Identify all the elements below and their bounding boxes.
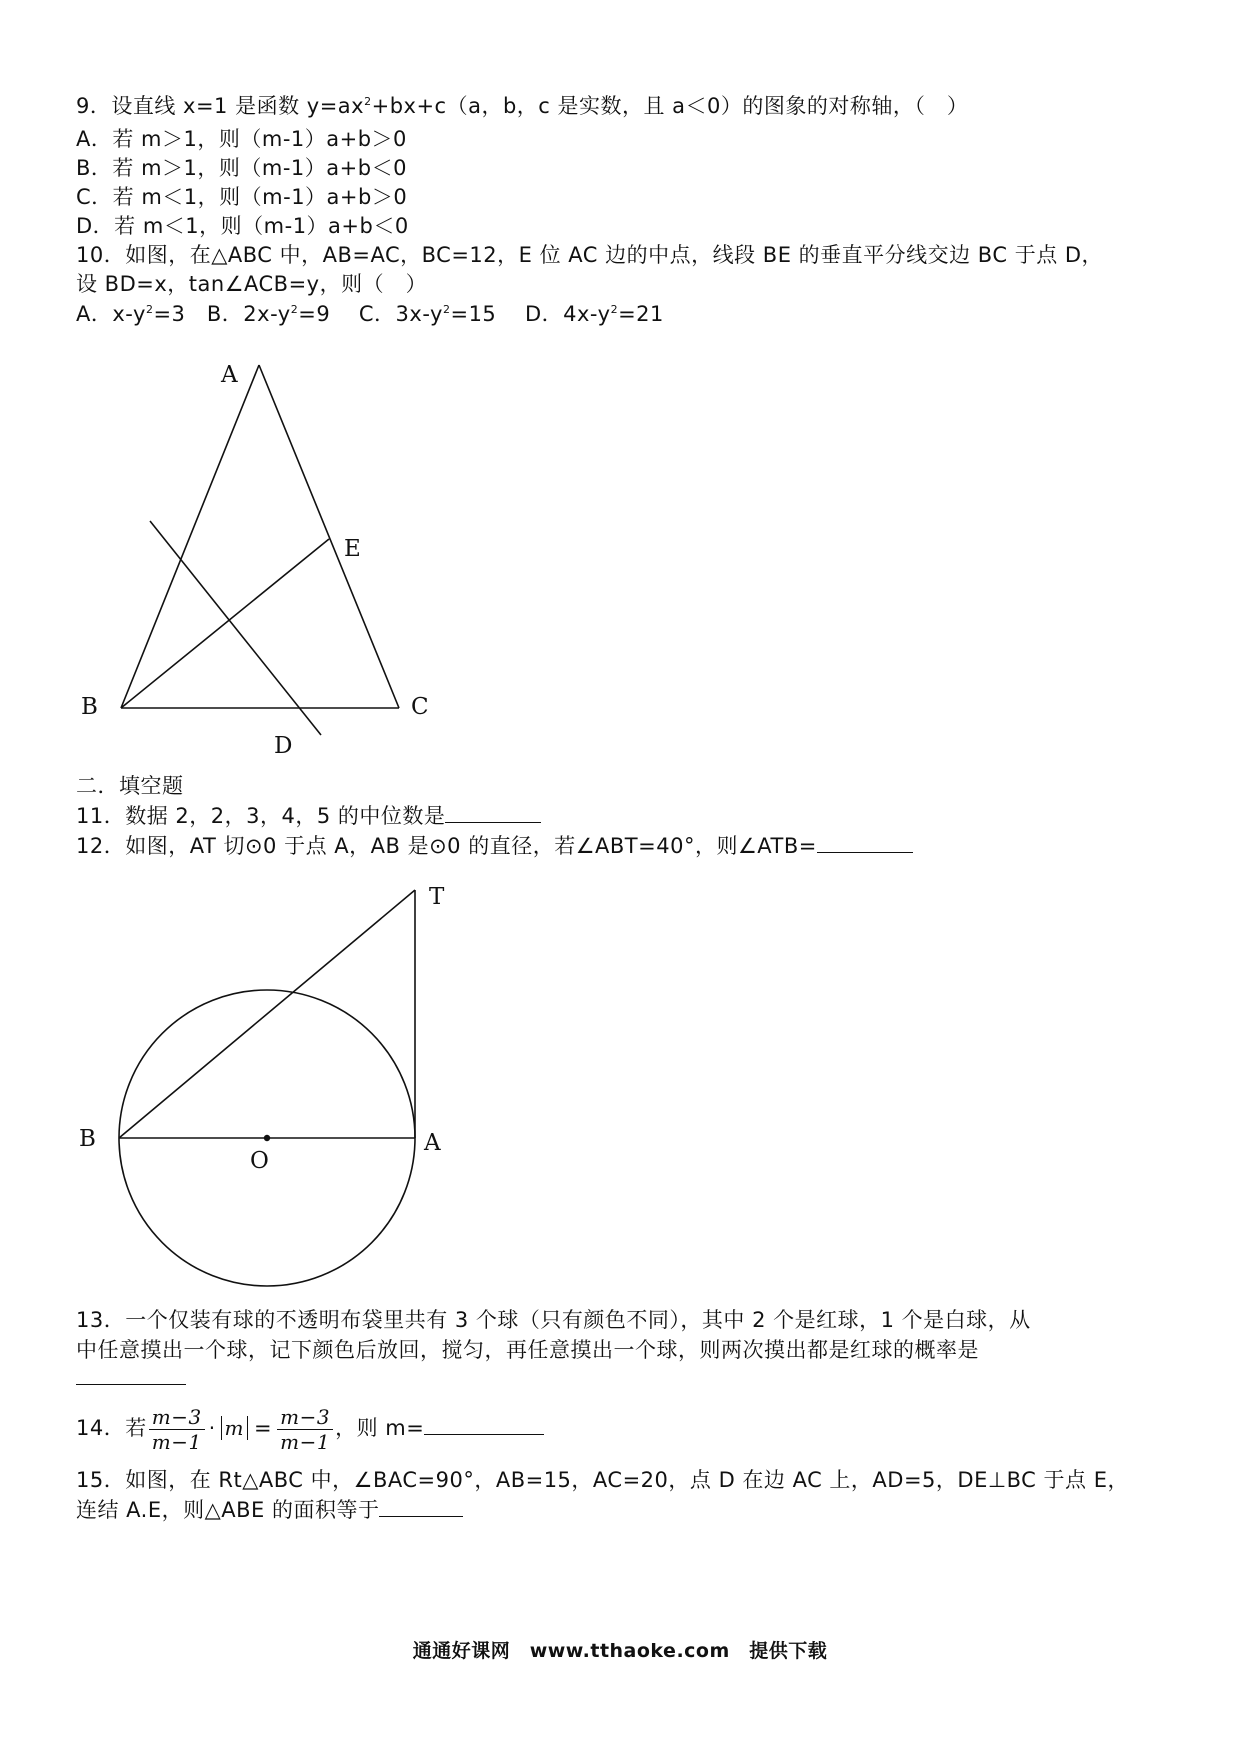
- label-a: A: [221, 362, 238, 388]
- label-o: O: [250, 1148, 269, 1174]
- fraction: $\frac{m-3}{m-1}$: [149, 1405, 205, 1454]
- triangle-figure-q10: [0, 360, 460, 759]
- q13-line1: 13．一个仅装有球的不透明布袋里共有 3 个球（只有颜色不同），其中 2 个是红球，1 个是白球，从: [76, 1308, 1031, 1332]
- q9-option-b: B．若 m＞1，则（m-1）a+b＜0: [76, 156, 407, 180]
- answer-blank: [817, 832, 913, 853]
- answer-blank: [76, 1364, 186, 1385]
- side-ab: [121, 365, 259, 708]
- center-point-o: [264, 1135, 270, 1141]
- segment-bt: [119, 890, 415, 1138]
- q10-stem-line2: 设 BD=x，tan∠ACB=y，则（ ）: [76, 272, 428, 296]
- footer-source: 通通好课网 www.tthaoke.com 提供下载: [412, 1640, 828, 1662]
- q9-option-a: A．若 m＞1，则（m-1）a+b＞0: [76, 127, 407, 151]
- q15-line2: 连结 A.E，则△ABE 的面积等于: [76, 1494, 463, 1526]
- absolute-value: m: [221, 1416, 248, 1440]
- fraction: $\frac{m-3}{m-1}$: [277, 1405, 333, 1454]
- q13-line3: [76, 1362, 186, 1394]
- label-a: A: [424, 1130, 441, 1156]
- q14: 14．若 $\frac{m-3}{m-1}$ · m = $\frac{m-3}{m-1}$ ，则 m=: [76, 1400, 544, 1456]
- answer-blank: [379, 1496, 463, 1517]
- q11: 11．数据 2，2，3，4，5 的中位数是: [76, 800, 541, 832]
- q9-option-c: C．若 m＜1，则（m-1）a+b＞0: [76, 185, 408, 209]
- q13-line2: 中任意摸出一个球，记下颜色后放回，搅匀，再任意摸出一个球，则两次摸出都是红球的概率是: [76, 1338, 979, 1362]
- section-title: 二．填空题: [76, 774, 184, 798]
- q15-line1: 15．如图，在 Rt△ABC 中，∠BAC=90°，AB=15，AC=20，点 D 在边 AC 上，AD=5，DE⊥BC 于点 E，: [76, 1468, 1129, 1492]
- q12: 12．如图，AT 切⊙0 于点 A，AB 是⊙0 的直径，若∠ABT=40°，则∠ATB=: [76, 830, 913, 862]
- q10-stem-line1: 10．如图，在△ABC 中，AB=AC，BC=12，E 位 AC 边的中点，线段 BE 的垂直平分线交边 BC 于点 D，: [76, 243, 1104, 267]
- circle-tangent-figure-q12: [0, 880, 480, 1300]
- label-d: D: [274, 733, 293, 759]
- label-e: E: [344, 536, 361, 562]
- q9-option-d: D．若 m＜1，则（m-1）a+b＜0: [76, 214, 409, 238]
- label-b: B: [81, 694, 98, 720]
- perpendicular-bisector-line: [150, 521, 321, 735]
- q9-stem: 9．设直线 x=1 是函数 $y=ax^2+bx+c(a$，b，c 是实数，且 a＜0）的图象的对称轴，（ ）: [76, 94, 969, 118]
- q10-options: A．$x-y^2=3$ B．$2x-y^2=9$ C．$3x-y^2=15$ D．$4x-y^2=21$: [76, 302, 664, 326]
- label-b: B: [79, 1126, 96, 1152]
- label-t: T: [429, 884, 445, 910]
- answer-blank: [445, 802, 541, 823]
- answer-blank: [424, 1414, 544, 1435]
- label-c: C: [411, 694, 429, 720]
- side-ac: [259, 365, 399, 708]
- segment-be: [121, 539, 329, 708]
